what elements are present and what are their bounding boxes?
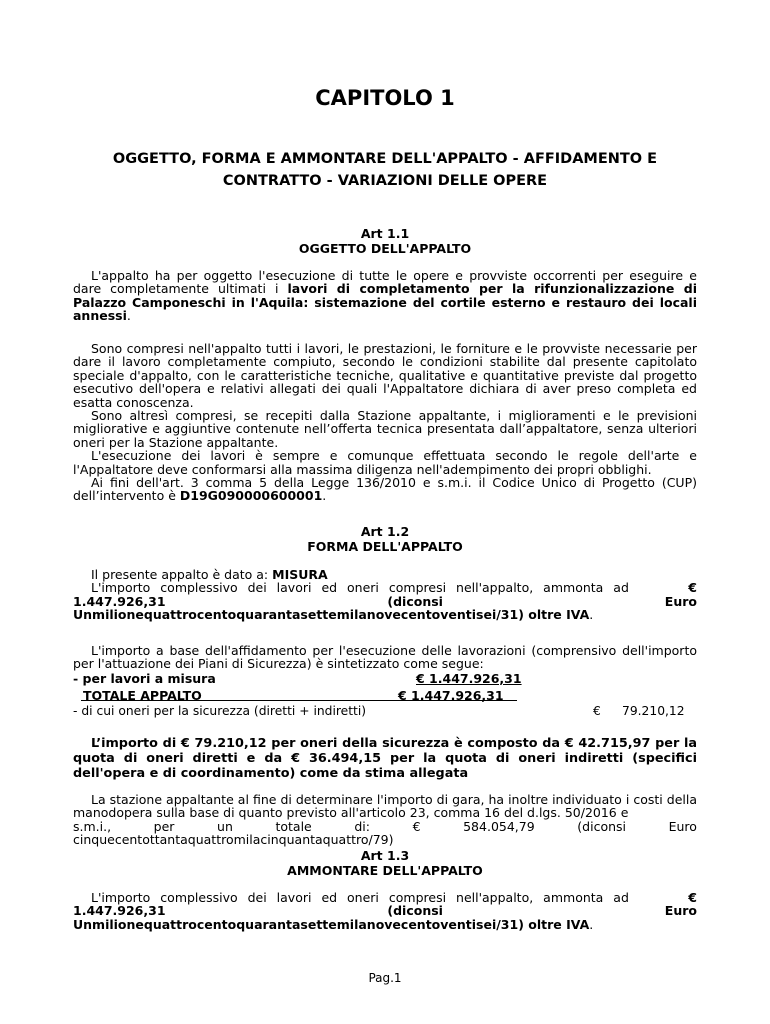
article-title: FORMA DELL'APPALTO bbox=[307, 539, 463, 554]
subtitle-line-1: OGGETTO, FORMA E AMMONTARE DELL'APPALTO - AFFIDAMENTO E bbox=[112, 151, 658, 167]
row-label: TOTALE APPALTO bbox=[83, 688, 202, 703]
row-amount: € 1.447.926,31 bbox=[416, 671, 522, 686]
text: L'importo complessivo dei lavori ed oneri compresi nell'appalto, ammonta ad bbox=[91, 580, 629, 596]
chapter-subtitle bbox=[73, 148, 697, 192]
article-1-1-paragraphs bbox=[73, 342, 697, 503]
text: Unmilionequattrocentoquarantasettemilanovecentoventisei/31) oltre IVA bbox=[73, 916, 590, 932]
article-number: Art 1.3 bbox=[360, 848, 410, 863]
article-1-1-heading bbox=[73, 226, 697, 256]
text: (diconsi bbox=[387, 903, 443, 919]
text: (diconsi bbox=[577, 818, 626, 834]
cup-code: D19G090000600001 bbox=[179, 488, 323, 504]
subtitle-line-2: CONTRATTO - VARIAZIONI DELLE OPERE bbox=[222, 173, 548, 189]
chapter-title: CAPITOLO 1 bbox=[315, 86, 455, 110]
row-amount: € 1.447.926,31 bbox=[398, 688, 504, 703]
contract-type: MISURA bbox=[272, 567, 328, 582]
text: . bbox=[126, 308, 131, 324]
amount-words bbox=[73, 918, 697, 931]
article-number: Art 1.1 bbox=[360, 226, 410, 241]
text: L'appalto ha per oggetto l'esecuzione di tutte le opere e provviste occorrenti per eseguire e dare completamente ultimati i bbox=[73, 268, 697, 297]
page-number: Pag.1 bbox=[368, 971, 402, 985]
text: (diconsi bbox=[387, 593, 443, 609]
row-amount: 79.210,12 bbox=[622, 704, 685, 718]
justified-line bbox=[73, 820, 697, 833]
amount: 1.447.926,31 bbox=[73, 593, 166, 609]
article-1-2-paragraph-3 bbox=[73, 793, 697, 847]
paragraph: L’importo di € 79.210,12 per oneri della sicurezza è composto da € 42.715,97 per la quota di oneri diretti e da € 36.494,15 per la quota di oneri indiretti (specifici dell'opera e di coordinamento) come da stima allegata bbox=[73, 736, 697, 781]
text: . bbox=[589, 607, 594, 623]
amount: 1.447.926,31 bbox=[73, 903, 166, 919]
total-underline bbox=[81, 700, 517, 701]
text: cinquecentottantaquattromilacinquantaquattro/79) bbox=[73, 832, 394, 848]
paragraph bbox=[73, 476, 697, 503]
paragraph: Sono altresì compresi, se recepiti dalla Stazione appaltante, i miglioramenti e le previsioni migliorative e aggiuntive contenute nell’offerta tecnica presentata dall’appaltatore, senza ulteriori oneri per la Stazione appaltante. bbox=[73, 408, 697, 450]
paragraph: L'importo a base dell'affidamento per l'esecuzione delle lavorazioni (comprensivo dell'importo per l'attuazione dei Piani di Sicurezza) è sintetizzato come segue: bbox=[73, 643, 697, 672]
text: 584.054,79 bbox=[463, 818, 535, 834]
text: per bbox=[153, 818, 175, 834]
text: di: bbox=[354, 818, 370, 834]
text: La stazione appaltante al fine di determinare l'importo di gara, ha inoltre individuato i costi della manodopera sulla base di quanto previsto all'articolo 23, comma 16 del d.lgs. 50/2016 e bbox=[73, 792, 697, 821]
article-1-3-paragraph-1 bbox=[73, 891, 697, 931]
paragraph: Sono compresi nell'appalto tutti i lavori, le prestazioni, le forniture e le provviste necessarie per dare il lavoro completamente compiuto, secondo le condizioni stabilite dal presente capitolato speciale d'appalto, con le caratteristiche tecniche, qualitative e quantitative previste dal progetto esecutivo dell'opera e relativi allegati dei quali l'Appaltatore dichiara di aver preso completa ed esatta conoscenza. bbox=[73, 341, 697, 410]
amount-words bbox=[73, 608, 697, 621]
amount-line bbox=[73, 904, 697, 917]
euro-symbol: € bbox=[688, 890, 697, 905]
sicurezza-bold-paragraph bbox=[73, 736, 697, 781]
text: L'importo complessivo dei lavori ed oneri compresi nell'appalto, ammonta ad bbox=[91, 890, 629, 905]
article-1-2-paragraph-2 bbox=[73, 644, 697, 671]
article-1-2-heading bbox=[73, 524, 697, 554]
text: . bbox=[322, 488, 327, 504]
row-label: - per lavori a misura bbox=[73, 671, 216, 686]
article-title: OGGETTO DELL'APPALTO bbox=[298, 241, 472, 256]
euro-symbol: € bbox=[688, 580, 697, 596]
text: Il presente appalto è dato a: bbox=[91, 567, 273, 582]
paragraph: L'esecuzione dei lavori è sempre e comunque effettuata secondo le regole dell'arte e l'Appaltatore deve conformarsi alla massima diligenza nell'adempimento dei propri obblighi. bbox=[73, 448, 697, 477]
article-1-3-heading bbox=[73, 848, 697, 878]
text: € bbox=[412, 818, 421, 834]
article-1-1-paragraph-1 bbox=[73, 269, 697, 323]
article-number: Art 1.2 bbox=[360, 524, 410, 539]
amount-line bbox=[73, 595, 697, 608]
text: Euro bbox=[664, 593, 697, 609]
text: Euro bbox=[668, 818, 697, 834]
text: . bbox=[589, 916, 594, 932]
text: Ai fini dell'art. 3 comma 5 della Legge 136/2010 e s.m.i. il Codice Unico di Progetto (CUP) dell’intervento è bbox=[73, 475, 697, 504]
article-title: AMMONTARE DELL'APPALTO bbox=[287, 863, 483, 878]
row-label: - di cui oneri per la sicurezza (diretti + indiretti) bbox=[73, 704, 367, 718]
text: un bbox=[217, 818, 233, 834]
bold-text: lavori di completamento per la rifunzionalizzazione di Palazzo Camponeschi in l'Aquila: sistemazione del cortile esterno e restauro dei locali annessi bbox=[73, 281, 697, 324]
row-currency: € bbox=[593, 704, 601, 718]
article-1-2-paragraph-1 bbox=[73, 568, 697, 622]
text: s.m.i., bbox=[73, 818, 112, 834]
text: Unmilionequattrocentoquarantasettemilanovecentoventisei/31) oltre IVA bbox=[73, 607, 590, 623]
text: Euro bbox=[664, 903, 697, 919]
text: totale bbox=[275, 818, 312, 834]
